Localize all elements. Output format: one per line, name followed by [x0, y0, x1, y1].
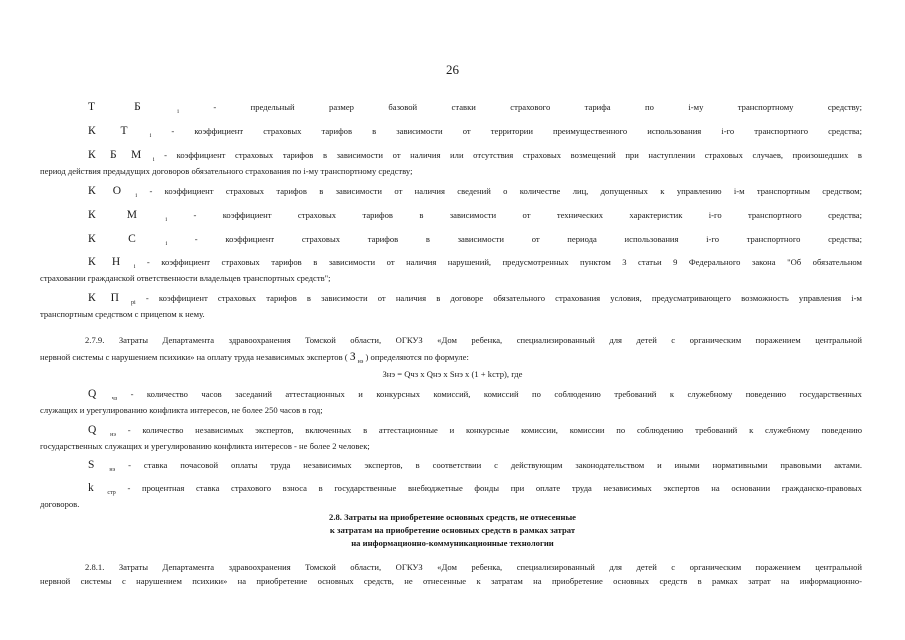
definition-text: - количество часов заседаний аттестационных и конкурсных комиссий, комиссий по соблюдению требований к служебному поведению государственных: [130, 389, 862, 399]
definition-text: - коэффициент страховых тарифов в зависимости от наличия сведений о количестве лиц, допущенных к управлению i-м транспортным средством;: [149, 186, 862, 196]
definition-kstr-cont: договоров.: [40, 499, 80, 509]
symbol: Q: [88, 388, 99, 400]
definition-text: - коэффициент страховых тарифов в зависимости от наличия нарушений, предусмотренных пунктом 3 статьи 9 Федерального закона "Об обязательном: [146, 257, 862, 267]
definition-ks: [88, 233, 862, 248]
definition-text: - коэффициент страховых тарифов в зависимости от территории преимущественного использования i-го транспортного средства;: [171, 126, 862, 136]
definition-sne: [88, 459, 862, 474]
symbol: S: [88, 459, 97, 471]
definition-tb: [88, 101, 862, 116]
symbol-subscript: стр: [107, 490, 116, 496]
symbol: К Б М: [88, 149, 144, 161]
paragraph-2-7-9-line1: 2.7.9. Затраты Департамента здравоохранения Томской области, ОГКУЗ «Дом ребенка, специализированный для детей с органическим поражением центральной: [85, 335, 862, 345]
definition-text: - процентная ставка страхового взноса в государственные внебюджетные фонды при оплате труда независимых экспертов на основании гражданско-правовых: [127, 483, 862, 493]
definition-kn-cont: страховании гражданской ответственности владельцев транспортных средств";: [40, 273, 331, 283]
text: ) определяются по формуле:: [365, 352, 469, 362]
definition-kt: [88, 125, 862, 140]
definition-text: - коэффициент страховых тарифов в зависимости от периода использования i-го транспортного средства;: [194, 234, 862, 244]
definition-qne-cont: государственных служащих и урегулированию конфликта интересов - не более 2 человек;: [40, 441, 370, 451]
definition-kbm: [88, 149, 862, 164]
symbol-subscript: i: [135, 193, 138, 199]
section-heading-line2: к затратам на приобретение основных средств в рамках затрат: [329, 525, 576, 535]
symbol-subscript: нэ: [109, 467, 116, 473]
definition-text: - коэффициент страховых тарифов в зависимости от наличия или отсутствия страховых возмещений при наступлении страховых случаев, произошедших в: [164, 150, 862, 160]
symbol-subscript: i: [177, 109, 179, 115]
formula: Знэ = Qчз x Qнэ x Sнэ x (1 + kстр), где: [382, 369, 523, 379]
definition-kn: [88, 256, 862, 271]
symbol-subscript: нэ: [110, 432, 116, 438]
symbol: К П: [88, 292, 121, 304]
symbol-subscript: i: [133, 264, 136, 270]
page-number: 26: [446, 62, 459, 77]
definition-text: - коэффициент страховых тарифов в зависимости от технических характеристик i-го транспортного средства;: [193, 210, 862, 220]
definition-km: [88, 209, 862, 224]
symbol-subscript: i: [149, 133, 152, 139]
symbol-subscript: i: [165, 241, 168, 247]
symbol-subscript: i: [152, 157, 155, 163]
symbol-subscript: i: [165, 217, 168, 223]
paragraph-2-7-9-line2: [40, 351, 862, 366]
symbol-subscript: pi: [131, 300, 136, 306]
text: нервной системы с нарушением психики» на оплату труда независимых экспертов (: [40, 352, 348, 362]
definition-text: - коэффициент страховых тарифов в зависимости от наличия в договоре обязательного страхования условия, предусматривающего возможность управления i-м: [145, 293, 862, 303]
definition-text: - предельный размер базовой ставки страхового тарифа по i-му транспортному средству;: [213, 102, 862, 112]
paragraph-2-8-1-line1: 2.8.1. Затраты Департамента здравоохранения Томской области, ОГКУЗ «Дом ребенка, специализированный для детей с органическим поражением центральной: [85, 562, 862, 572]
symbol: К М: [88, 209, 139, 221]
definition-text: - ставка почасовой оплаты труда независимых экспертов, в соответствии с действующим законодательством и иными нормативными правовыми актами.: [128, 460, 862, 470]
symbol: З: [349, 351, 358, 363]
definition-kp-cont: транспортным средством с прицепом к нему.: [40, 309, 205, 319]
symbol: К Н: [88, 256, 123, 268]
symbol: К О: [88, 185, 124, 197]
definition-qchz: [88, 388, 862, 403]
symbol: К С: [88, 233, 138, 245]
paragraph-2-8-1-line2: нервной системы с нарушением психики» на приобретение основных средств, не отнесенные к затратам на приобретение основных средств в рамках затрат на информационно-: [40, 576, 862, 586]
symbol-subscript: чз: [111, 396, 118, 402]
symbol: Q: [88, 424, 99, 436]
section-heading-line1: 2.8. Затраты на приобретение основных средств, не отнесенные: [329, 512, 576, 522]
definition-ko: [88, 185, 862, 200]
definition-text: - количество независимых экспертов, включенных в аттестационные и конкурсные комиссии, комиссии по соблюдению требований к служебному поведению: [127, 425, 862, 435]
symbol: Т Б: [88, 101, 143, 113]
symbol-subscript: нэ: [357, 359, 364, 365]
symbol: К Т: [88, 125, 130, 137]
definition-kp: [88, 292, 862, 307]
symbol: k: [88, 482, 96, 494]
definition-qchz-cont: служащих и урегулированию конфликта интересов, не более 250 часов в год;: [40, 405, 323, 415]
definition-kbm-cont: период действия предыдущих договоров обязательного страхования по i-му транспортному средству;: [40, 166, 413, 176]
definition-qne: [88, 424, 862, 439]
section-heading-line3: на информационно-коммуникационные технологии: [351, 538, 554, 548]
definition-kstr: [88, 482, 862, 497]
